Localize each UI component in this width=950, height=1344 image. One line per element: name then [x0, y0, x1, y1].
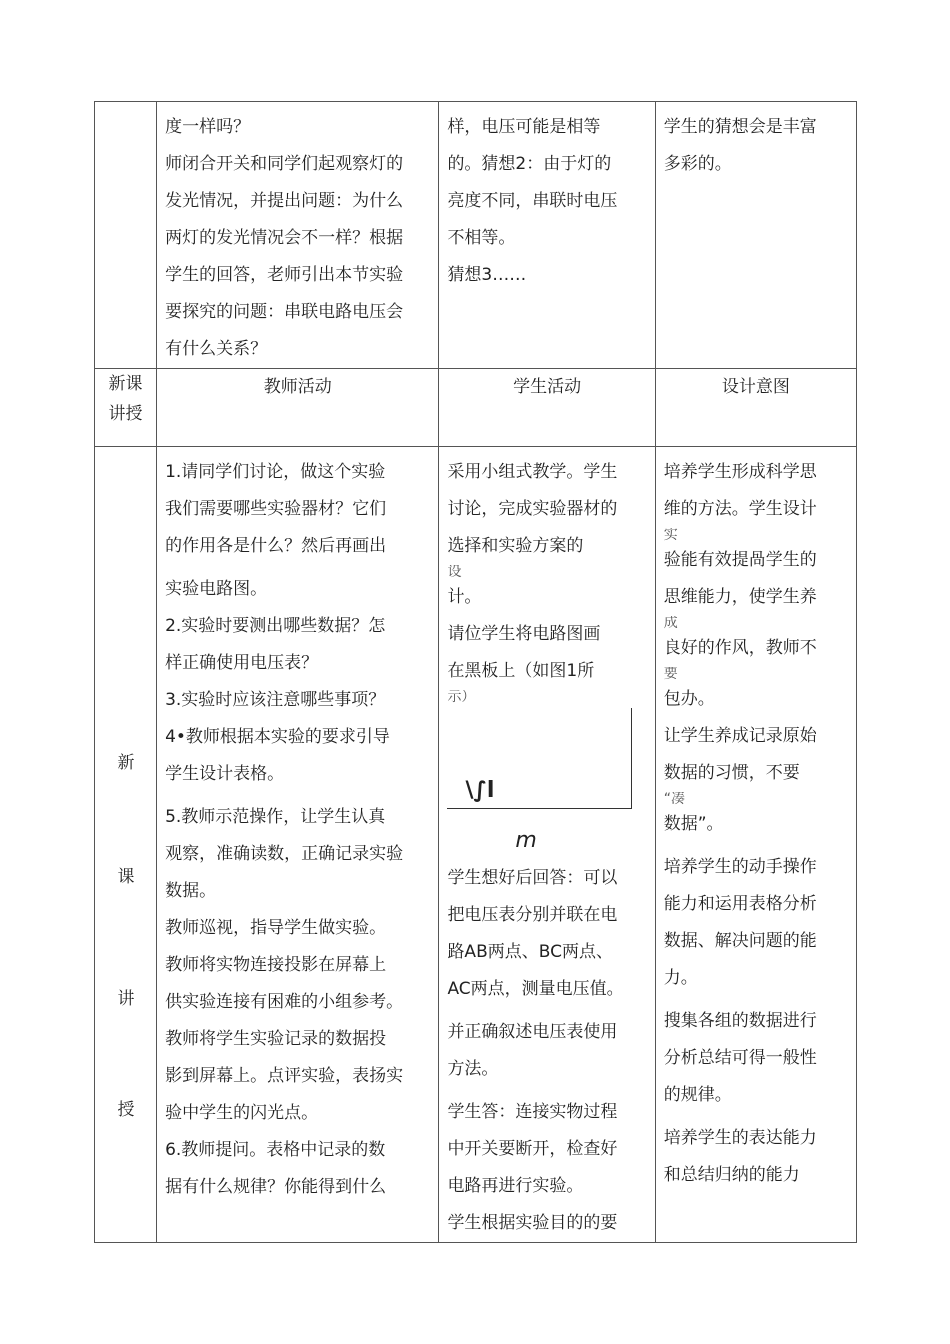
- text-line: 并正确叙述电压表使用: [447, 1022, 618, 1042]
- side-label-cell: [95, 447, 157, 1243]
- text-line: 学生根据实验目的的要: [447, 1213, 618, 1233]
- diagram-label: m: [515, 828, 537, 853]
- text-line: 和总结归纳的能力: [663, 1165, 800, 1185]
- text-line: 在黑板上（如图1所: [447, 661, 595, 681]
- text-line: 思维能力，使学生养: [663, 587, 817, 607]
- text-line: 包办。: [663, 689, 715, 709]
- text-line: 验中学生的闪光点。: [165, 1103, 319, 1123]
- text-line: 猜想3……: [447, 265, 527, 285]
- text-line: 2.实验时要测出哪些数据？怎: [165, 616, 386, 636]
- text-line: 发光情况，并提出问题：为什么: [165, 191, 404, 211]
- header-student-activity: 学生活动: [439, 369, 655, 447]
- text-line: 数据”。: [663, 814, 724, 834]
- clipped-text: “凑: [663, 792, 685, 806]
- text-line: 5.教师示范操作，让学生认真: [165, 807, 386, 827]
- text-line: AC两点，测量电压值。: [447, 979, 624, 999]
- text-line: 度一样吗？: [165, 117, 251, 137]
- text-line: 教师巡视，指导学生做实验。: [165, 918, 387, 938]
- text-line: 教师将学生实验记录的数据投: [165, 1029, 387, 1049]
- text-line: 据有什么规律？你能得到什么: [165, 1177, 387, 1197]
- design-intent-cell: [655, 447, 856, 1243]
- text-line: 两灯的发光情况会不一样？根据: [165, 228, 404, 248]
- header-teacher-activity: 教师活动: [157, 369, 439, 447]
- circuit-diagram: [447, 708, 644, 818]
- text-line: 电路再进行实验。: [447, 1176, 584, 1196]
- clipped-text: 示）: [447, 690, 476, 704]
- text-line: 请位学生将电路图画: [447, 624, 601, 644]
- text-line: 3.实验时应该注意哪些事项？: [165, 690, 386, 710]
- text-line: 把电压表分别并联在电: [447, 905, 618, 925]
- text-line: 学生设计表格。: [165, 764, 285, 784]
- text-line: 观察，准确读数，正确记录实验: [165, 844, 404, 864]
- text-line: 学生想好后回答：可以: [447, 868, 618, 888]
- header-design-intent: 设计意图: [655, 369, 856, 447]
- text-line: 4•教师根据本实验的要求引导: [165, 727, 390, 747]
- text-line: 路AB两点、BC两点、: [447, 942, 613, 962]
- text-line: 数据的习惯，不要: [663, 763, 800, 783]
- text-line: 学生的回答，老师引出本节实验: [165, 265, 404, 285]
- text-line: 搜集各组的数据进行: [663, 1011, 817, 1031]
- text-line: 力。: [663, 968, 698, 988]
- text-line: 学生答：连接实物过程: [447, 1102, 618, 1122]
- continuation-row: [95, 102, 857, 369]
- clipped-text: 要: [663, 667, 678, 681]
- text-line: 学生的猜想会是丰富: [663, 117, 817, 137]
- text-line: 数据。: [165, 881, 217, 901]
- text-line: 1.请同学们讨论，做这个实验: [165, 462, 386, 482]
- side-label-char: 讲: [117, 989, 135, 1009]
- side-label-char: 新: [117, 753, 135, 773]
- header-section-line: 新课: [108, 374, 143, 394]
- text-line: 有什么关系？: [165, 339, 268, 359]
- text-line: 计。: [447, 587, 482, 607]
- teacher-activity-cell: [157, 447, 439, 1243]
- clipped-text: 成: [663, 616, 678, 630]
- text-line: 我们需要哪些实验器材？它们: [165, 499, 387, 519]
- text-line: 培养学生的动手操作: [663, 857, 817, 877]
- text-line: 样正确使用电压表？: [165, 653, 319, 673]
- text-line: 培养学生形成科学思: [663, 462, 817, 482]
- text-line: 的作用各是什么？然后再画出: [165, 536, 387, 556]
- text-line: 多彩的。: [663, 154, 732, 174]
- text-line: 亮度不同，串联时电压: [447, 191, 618, 211]
- text-line: 样，电压可能是相等: [447, 117, 601, 137]
- student-activity-cell: [439, 102, 655, 369]
- text-line: 不相等。: [447, 228, 516, 248]
- lesson-plan-table: [94, 101, 857, 1243]
- text-line: 分析总结可得一般性: [663, 1048, 817, 1068]
- text-line: 采用小组式教学。学生: [447, 462, 618, 482]
- text-line: 培养学生的表达能力: [663, 1128, 817, 1148]
- header-section-label: [95, 369, 157, 447]
- text-line: 教师将实物连接投影在屏幕上: [165, 955, 387, 975]
- text-line: 实验电路图。: [165, 579, 268, 599]
- teacher-activity-cell: [157, 102, 439, 369]
- text-line: 师闭合开关和同学们起观察灯的: [165, 154, 404, 174]
- student-activity-cell: [439, 447, 655, 1243]
- header-row: [95, 369, 857, 447]
- text-line: 方法。: [447, 1059, 499, 1079]
- clipped-text: 设: [447, 565, 462, 579]
- text-line: 的规律。: [663, 1085, 732, 1105]
- text-line: 的。猜想2：由于灯的: [447, 154, 612, 174]
- circuit-glyph: \∫l: [465, 778, 495, 803]
- text-line: 良好的作风，教师不: [663, 638, 817, 658]
- text-line: 要探究的问题：串联电路电压会: [165, 302, 404, 322]
- text-line: 能力和运用表格分析: [663, 894, 817, 914]
- side-label-char: 课: [117, 867, 135, 887]
- text-line: 让学生养成记录原始: [663, 726, 817, 746]
- side-label-char: 授: [117, 1100, 135, 1120]
- text-line: 选择和实验方案的: [447, 536, 584, 556]
- empty-side-cell: [95, 102, 157, 369]
- text-line: 数据、解决问题的能: [663, 931, 817, 951]
- body-row: [95, 447, 857, 1243]
- clipped-text: 实: [663, 528, 678, 542]
- header-section-line: 讲授: [108, 404, 143, 424]
- text-line: 验能有效提咼学生的: [663, 550, 817, 570]
- text-line: 讨论，完成实验器材的: [447, 499, 618, 519]
- text-line: 供实验连接有困难的小组参考。: [165, 992, 404, 1012]
- text-line: 6.教师提问。表格中记录的数: [165, 1140, 386, 1160]
- design-intent-cell: [655, 102, 856, 369]
- text-line: 影到屏幕上。点评实验，表扬实: [165, 1066, 404, 1086]
- text-line: 维的方法。学生设计: [663, 499, 817, 519]
- text-line: 中开关要断开，检查好: [447, 1139, 618, 1159]
